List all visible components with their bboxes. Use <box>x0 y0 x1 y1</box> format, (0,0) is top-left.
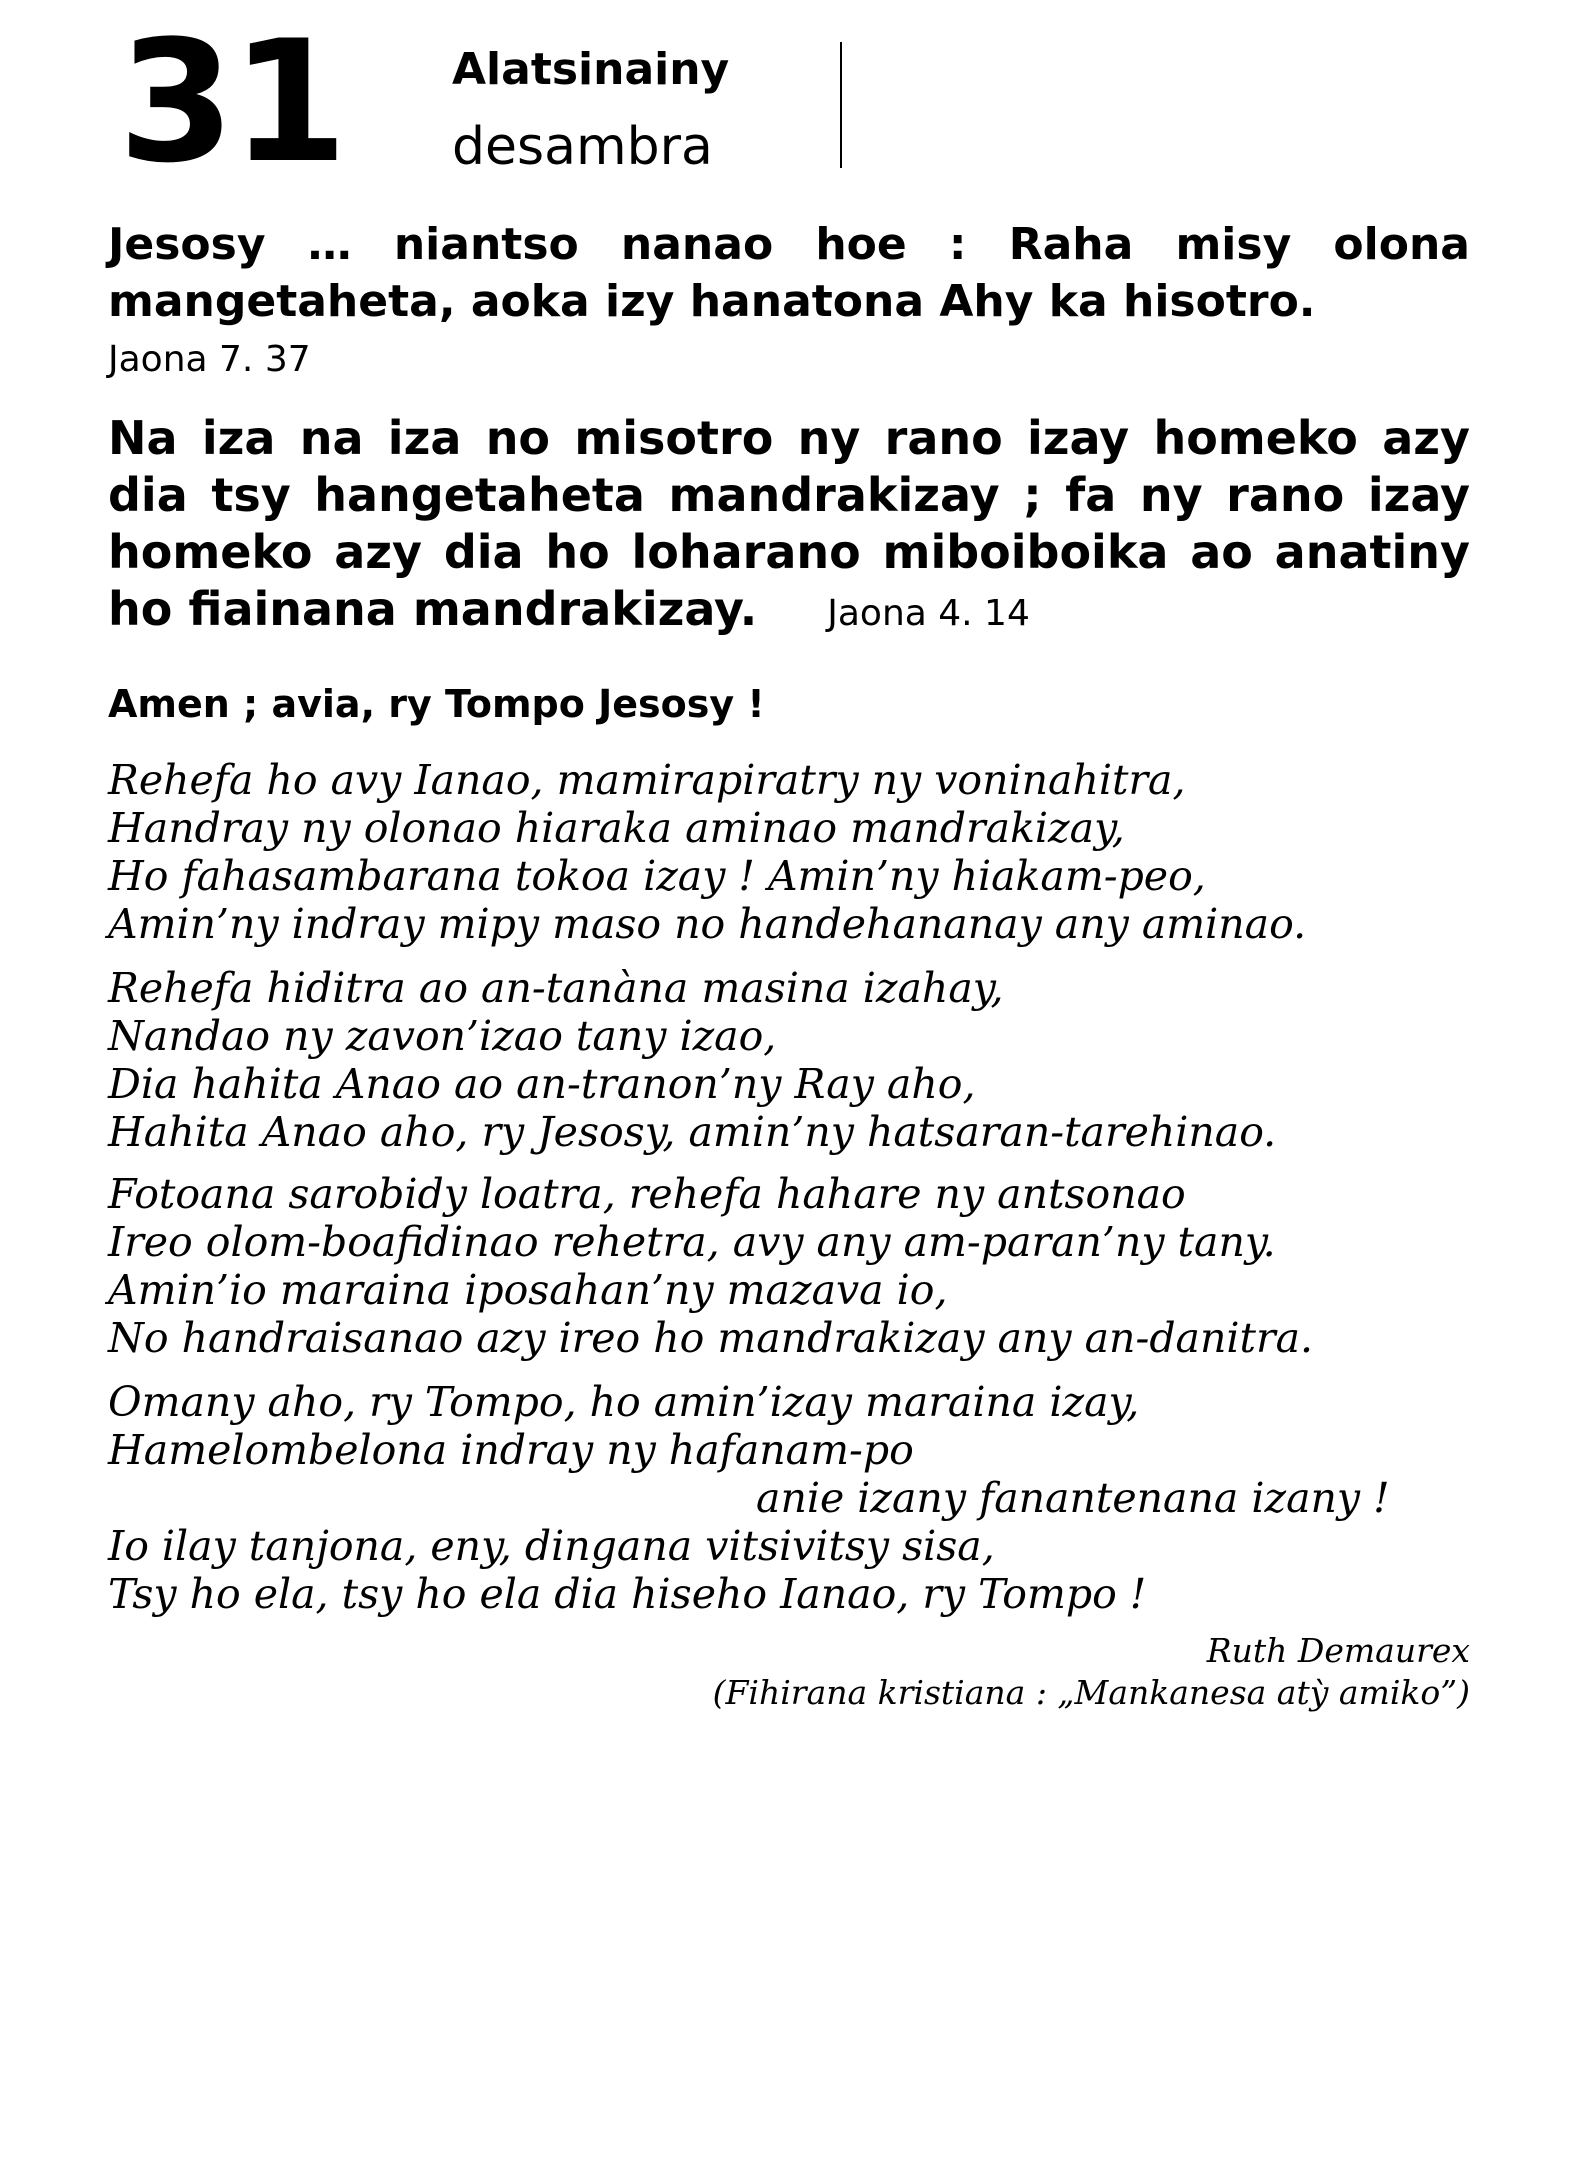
poem-line: No handraisanao azy ireo ho mandrakizay any an-danitra. <box>108 1314 1314 1362</box>
poem-line: Dia hahita Anao ao an-tranon’ny Ray aho, <box>108 1060 976 1108</box>
poem-line: Ho fahasambarana tokoa izay ! Amin’ny hiakam-peo, <box>108 852 1206 900</box>
poem-line: Omany aho, ry Tompo, ho amin’izay maraina izay, <box>108 1378 1140 1426</box>
poem-line: Nandao ny zavon’izao tany izao, <box>108 1012 777 1060</box>
poem-stanza-4 <box>108 1378 1478 1618</box>
poem-line: anie izany fanantenana izany ! <box>756 1474 1390 1522</box>
poem-stanza-1 <box>108 756 1478 948</box>
poem-line: Fotoana sarobidy loatra, rehefa hahare ny antsonao <box>108 1170 1186 1218</box>
poem-line: Hahita Anao aho, ry Jesosy, amin’ny hatsaran-tarehinao. <box>108 1108 1277 1156</box>
poem-line: Amin’ny indray mipy maso no handehananay any aminao. <box>108 900 1307 948</box>
poem-stanza-3 <box>108 1170 1478 1362</box>
verse-1-text: Jesosy … niantso nanao hoe : Raha misy olona mangetaheta, aoka izy hanatona Ahy ka hisotro. <box>108 219 1470 327</box>
verse-1-reference: Jaona 7. 37 <box>108 339 311 380</box>
weekday: Alatsinainy <box>452 44 730 95</box>
poem-line: Ireo olom-boafidinao rehetra, avy any am-paran’ny tany. <box>108 1218 1276 1266</box>
header-divider <box>840 42 842 168</box>
prayer-line: Amen ; avia, ry Tompo Jesosy ! <box>108 682 765 726</box>
poem-line: Handray ny olonao hiaraka aminao mandrakizay, <box>108 804 1125 852</box>
attribution-source: (Fihirana kristiana : „Mankanesa atỳ amiko”) <box>712 1673 1470 1712</box>
attribution <box>713 1630 1470 1714</box>
verse-2-text: Na iza na iza no misotro ny rano izay homeko azy dia tsy hangetaheta mandrakizay ; fa ny rano izay homeko azy dia ho loharano miboiboika ao anatiny ho fiainana mandrakizay. <box>108 411 1470 636</box>
poem-line: Rehefa ho avy Ianao, mamirapiratry ny voninahitra, <box>108 756 1186 804</box>
attribution-author: Ruth Demaurex <box>1206 1631 1470 1670</box>
poem-line: Amin’io maraina iposahan’ny mazava io, <box>108 1266 948 1314</box>
poem-line: Hamelombelona indray ny hafanam-po <box>108 1426 914 1474</box>
poem-stanza-2 <box>108 964 1478 1156</box>
poem-line: Rehefa hiditra ao an-tanàna masina izahay, <box>108 964 1004 1012</box>
month: desambra <box>452 117 713 177</box>
poem-line: Tsy ho ela, tsy ho ela dia hiseho Ianao, ry Tompo ! <box>108 1570 1147 1618</box>
poem-line: Io ilay tanjona, eny, dingana vitsivitsy sisa, <box>108 1522 995 1570</box>
verse-2 <box>108 410 1470 642</box>
verse-2-reference: Jaona 4. 14 <box>827 593 1030 634</box>
day-number: 31 <box>118 4 344 200</box>
